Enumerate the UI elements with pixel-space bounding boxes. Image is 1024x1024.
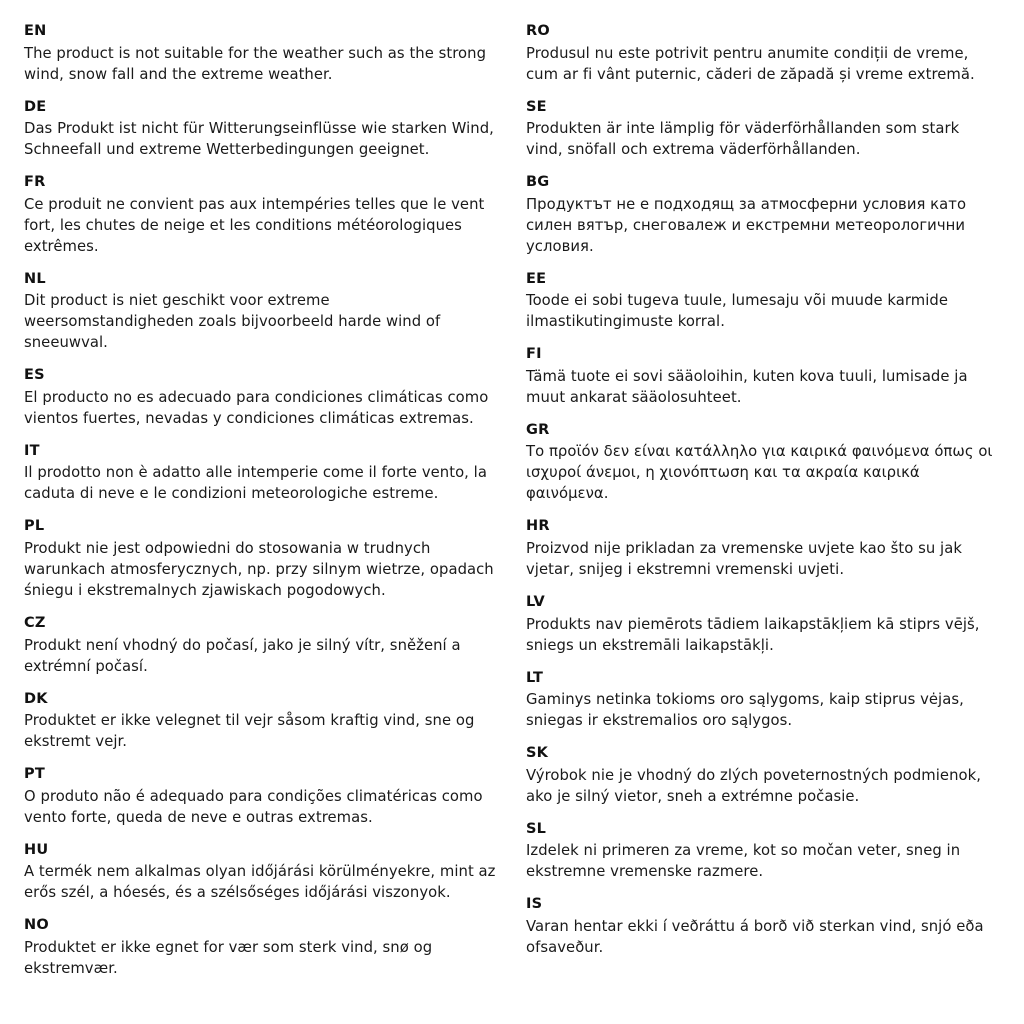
language-entry: [526, 345, 1000, 408]
language-entry: [526, 669, 1000, 732]
language-text: A termék nem alkalmas olyan időjárási körülményekre, mint az erős szél, a hóesés, és a szélsőséges időjárási viszonyok.: [24, 863, 496, 902]
language-entry: [24, 366, 498, 429]
language-code: IT: [24, 442, 40, 459]
language-code: NO: [24, 917, 49, 934]
language-code: SK: [526, 745, 549, 762]
language-text: Produkts nav piemērots tādiem laikapstākļiem kā stiprs vējš, sniegs un ekstremāli laikapstākļi.: [526, 615, 980, 654]
language-text: Proizvod nije prikladan za vremenske uvjete kao što su jak vjetar, snijeg i ekstremni vremenski uvjeti.: [526, 539, 962, 578]
language-code: SE: [526, 98, 547, 115]
language-text: Il prodotto non è adatto alle intemperie come il forte vento, la caduta di neve e le condizioni meteorologiche estreme.: [24, 464, 487, 503]
language-text: Produsul nu este potrivit pentru anumite condiții de vreme, cum ar fi vânt puternic, căderi de zăpadă și vreme extremă.: [526, 44, 975, 83]
language-entry: [526, 744, 1000, 807]
language-code: ES: [24, 367, 45, 384]
language-text: Izdelek ni primeren za vreme, kot so močan veter, sneg in ekstremne vremenske razmere.: [526, 842, 961, 881]
language-text: Продуктът не е подходящ за атмосферни условия като силен вятър, снеговалеж и екстремни метеорологични условия.: [526, 195, 967, 255]
language-code: IS: [526, 896, 543, 913]
language-code: SL: [526, 820, 547, 837]
language-code: PT: [24, 766, 45, 783]
language-code: DK: [24, 690, 48, 707]
language-text: Gaminys netinka tokioms oro sąlygoms, kaip stiprus vėjas, sniegas ir ekstremalios oro sąlygos.: [526, 691, 964, 730]
language-text: Výrobok nie je vhodný do zlých poveternostných podmienok, ako je silný vietor, sneh a extrémne počasie.: [526, 766, 981, 805]
language-entry: [24, 841, 498, 904]
language-code: FI: [526, 346, 542, 363]
language-code: EE: [526, 270, 547, 287]
language-entry: [24, 690, 498, 753]
left-column: [24, 22, 498, 979]
language-code: BG: [526, 174, 550, 191]
language-text: Toode ei sobi tugeva tuule, lumesaju või muude karmide ilmastikutingimuste korral.: [526, 292, 948, 331]
language-entry: [24, 173, 498, 257]
language-code: NL: [24, 270, 46, 287]
language-entry: [526, 593, 1000, 656]
language-entry: [24, 765, 498, 828]
language-entry: [24, 98, 498, 161]
language-text: Dit product is niet geschikt voor extreme weersomstandigheden zoals bijvoorbeeld harde wind of sneeuwval.: [24, 292, 441, 352]
language-text: Produkt není vhodný do počasí, jako je silný vítr, sněžení a extrémní počasí.: [24, 636, 461, 675]
language-entry: [24, 442, 498, 505]
language-code: RO: [526, 23, 550, 39]
language-text: Tämä tuote ei sovi sääoloihin, kuten kova tuuli, lumisade ja muut ankarat sääolosuhteet.: [526, 367, 968, 406]
language-text: Produktet er ikke egnet for vær som sterk vind, snø og ekstremvær.: [24, 938, 433, 977]
language-code: HR: [526, 518, 550, 535]
right-column: [526, 22, 1000, 958]
language-entry: [526, 895, 1000, 958]
language-entry: [526, 22, 1000, 85]
language-text: Ce produit ne convient pas aux intempéries telles que le vent fort, les chutes de neige et les conditions météorologiques extrêmes.: [24, 195, 485, 255]
language-text: Das Produkt ist nicht für Witterungseinflüsse wie starken Wind, Schneefall und extreme Wetterbedingungen geeignet.: [24, 120, 494, 159]
language-entry: [526, 270, 1000, 333]
language-entry: [24, 916, 498, 979]
language-entry: [24, 22, 498, 85]
language-entry: [24, 614, 498, 677]
language-code: LT: [526, 669, 544, 686]
language-code: DE: [24, 98, 47, 115]
language-entry: [24, 270, 498, 354]
language-entry: [526, 173, 1000, 257]
language-code: HU: [24, 841, 49, 858]
language-text: Varan hentar ekki í veðráttu á borð við sterkan vind, snjó eða ofsaveður.: [526, 917, 984, 956]
language-entry: [24, 517, 498, 601]
language-text: El producto no es adecuado para condiciones climáticas como vientos fuertes, nevadas y condiciones climáticas extremas.: [24, 388, 489, 427]
language-text: Produkten är inte lämplig för väderförhållanden som stark vind, snöfall och extrema väderförhållanden.: [526, 120, 960, 159]
language-code: LV: [526, 593, 545, 610]
language-code: EN: [24, 23, 47, 39]
language-entry: [526, 98, 1000, 161]
language-text: Produkt nie jest odpowiedni do stosowania w trudnych warunkach atmosferycznych, np. przy silnym wietrze, opadach śniegu i ekstremalnych zjawiskach pogodowych.: [24, 539, 494, 599]
language-text: Produktet er ikke velegnet til vejr såsom kraftig vind, sne og ekstremt vejr.: [24, 712, 475, 751]
language-text: Το προϊόν δεν είναι κατάλληλο για καιρικά φαινόμενα όπως οι ισχυροί άνεμοι, η χιονόπτωση και τα ακραία καιρικά φαινόμενα.: [526, 443, 993, 503]
language-code: FR: [24, 174, 46, 191]
language-code: GR: [526, 421, 550, 438]
language-code: CZ: [24, 614, 46, 631]
language-entry: [526, 820, 1000, 883]
language-code: PL: [24, 518, 45, 535]
language-entry: [526, 517, 1000, 580]
language-entry: [526, 421, 1000, 505]
language-text: The product is not suitable for the weather such as the strong wind, snow fall and the extreme weather.: [24, 44, 487, 83]
language-text: O produto não é adequado para condições climatéricas como vento forte, queda de neve e outras extremas.: [24, 787, 483, 826]
